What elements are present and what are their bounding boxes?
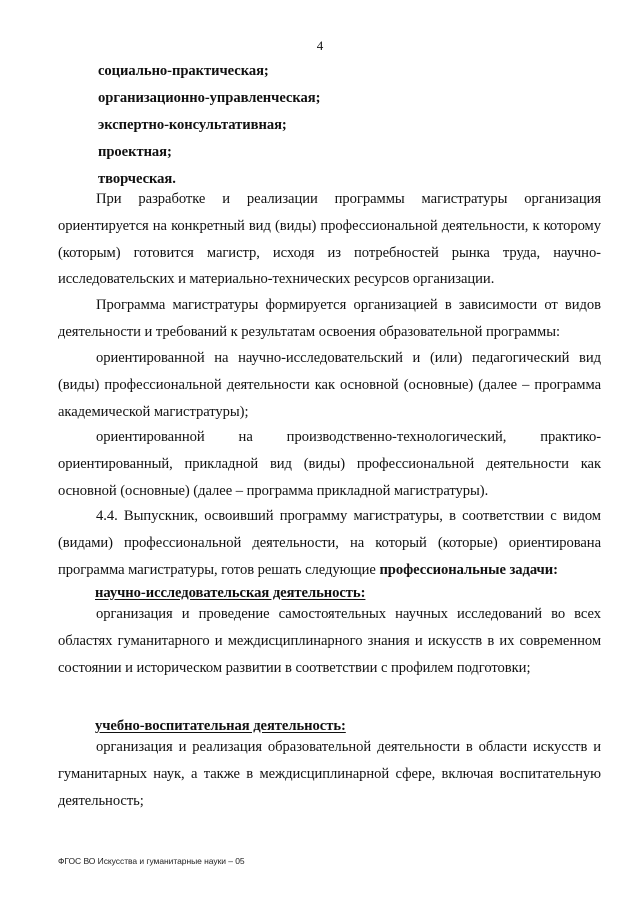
paragraph-education: организация и реализация образовательной деятельности в области искусств и гуманитарных наук, а также в междисциплинарной сфере, включая воспитательную деятельность;: [58, 739, 601, 809]
activity-type-item: творческая.: [98, 171, 176, 187]
paragraph-research: организация и проведение самостоятельных научных исследований во всех областях гуманитарного и междисциплинарного знания и искусств в их современном состоянии и историческом развитии в соответствии с профилем подготовки;: [58, 606, 601, 676]
paragraph-formation: Программа магистратуры формируется организацией в зависимости от видов деятельности и требований к результатам освоения образовательной программы:: [58, 297, 601, 340]
heading-research-activity: научно-исследовательская деятельность:: [95, 585, 366, 601]
footer-note: ФГОС ВО Искусства и гуманитарные науки – 05: [58, 856, 245, 866]
paragraph-graduate-tasks: 4.4. Выпускник, освоивший программу магистратуры, в соответствии с видом (видами) профессиональной деятельности, на который (которые) ориентирована программа магистратуры, готов решать следующие профессиональные задачи:: [58, 508, 601, 578]
page-number: 4: [316, 38, 324, 53]
paragraph-applied-master: ориентированной на производственно-технологический, практико-ориентированный, прикладной вид (виды) профессиональной деятельности как основной (основные) (далее – программа прикладной магистратуры).: [58, 429, 601, 499]
activity-type-item: экспертно-консультативная;: [98, 117, 287, 133]
paragraph-academic-master: ориентированной на научно-исследовательский и (или) педагогический вид (виды) профессиональной деятельности как основной (основные) (далее – программа академической магистратуры);: [58, 350, 601, 420]
activity-type-item: организационно-управленческая;: [98, 90, 321, 106]
activity-type-item: проектная;: [98, 144, 172, 160]
heading-education-activity: учебно-воспитательная деятельность:: [95, 718, 346, 734]
paragraph-orientation: При разработке и реализации программы магистратуры организация ориентируется на конкретный вид (виды) профессиональной деятельности, к которому (которым) готовится магистр, исходя из потребностей рынка труда, научно-исследовательских и материально-технических ресурсов организации.: [58, 191, 601, 288]
activity-type-item: социально-практическая;: [98, 63, 269, 79]
